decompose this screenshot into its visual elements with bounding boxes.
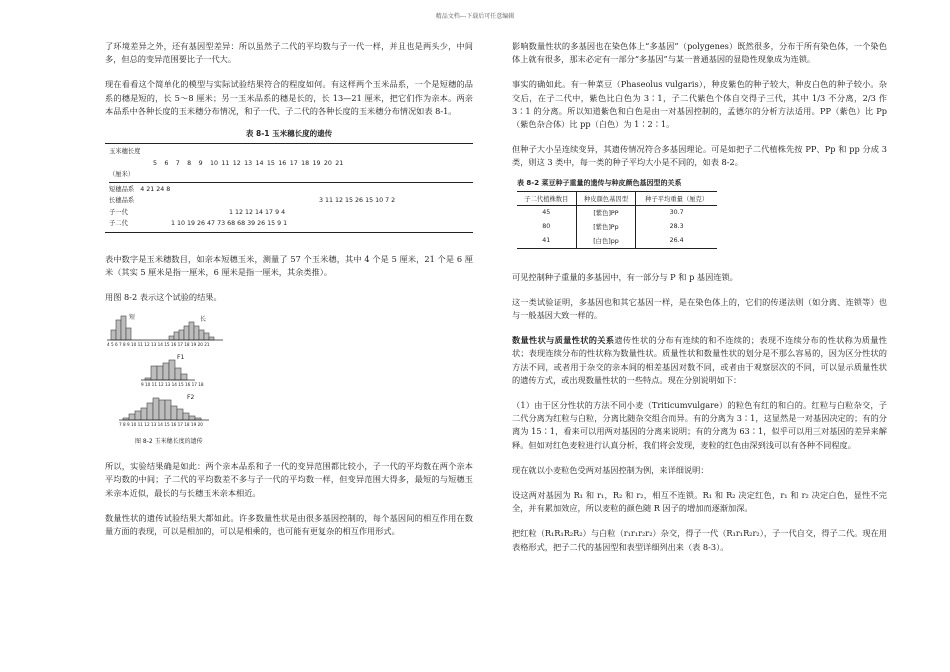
paragraph (512, 334, 887, 387)
paragraph: （1）由于区分性状的方法不同小麦（Triticumvulgare）的粒色有红的和白的。红粒与白粒杂交，子二代分离为红粒与白粒，分离比随杂交组合而异。有的分离为 3∶1，这显然是一对基因决定的；有的分离为 15∶1，看来可以用两对基因的分离来说明；有的分离为 63∶1，似乎可以用三对基因的差异来解释。但如对红色麦粒进行认真分析，我们将会发现，麦粒的红色由深到浅可以有各种不同程度。 (512, 400, 887, 450)
paragraph: 但种子大小呈连续变异，其遗传情况符合多基因理论。可是如把子二代植株先按 PP、Pp 和 pp 分成 3 类，则这 3 类中，每一类的种子平均大小是不同的，如表 8-2。 (512, 144, 887, 168)
paragraph: 影响数量性状的多基因也在染色体上“多基因”（polygenes）既然很多，分布于所有染色体，一个染色体上就有很多，那末必定有一部分“多基因”与某一普通基因的显隐性现象成为连锁。 (512, 41, 887, 65)
paragraph: 了环境差异之外，还有基因型差异：所以虽然子二代的平均数与子一代一样，并且也是两头少，中间多，但总的变异范围要比子一代大。 (105, 41, 473, 65)
length-cell: 12 (232, 159, 241, 167)
paragraph: 所以，实验结果确是如此：两个亲本品系和子一代的变异范围都比较小，子一代的平均数在两个亲本平均数的中间；子二代的平均数差不多与子一代的平均数一样，但变异范围大得多，最短的与短穗玉米亲本近似，最长的与长穗玉米亲本相近。 (105, 461, 473, 498)
table-cell: 41 (517, 234, 576, 249)
table-unit-label: （厘米） (109, 171, 135, 179)
table-header: 种皮颜色基因型 (576, 191, 636, 205)
label-f1: F1 (177, 354, 185, 362)
length-header-cells (153, 158, 347, 170)
table-row (517, 220, 717, 234)
right-column (512, 40, 887, 554)
table-8-1 (105, 143, 473, 233)
label-long: 长 (200, 316, 207, 324)
length-cell: 21 (335, 159, 344, 167)
table-head-label: 玉米穗长度 (109, 148, 141, 156)
paragraph: 数量性状的遗传试验结果大都如此。许多数量性状是由很多基因控制的，每个基因间的相互作用在数量方面的表现，可以是相加的，可以是相乘的，也可能有更复杂的相互作用形式。 (105, 512, 473, 536)
length-cell: 10 (209, 159, 218, 167)
length-cell: 20 (323, 159, 332, 167)
table-cell: 26.4 (636, 234, 717, 249)
label-f2: F2 (187, 394, 195, 402)
table-cell: 30.7 (636, 205, 717, 220)
length-cell: 9 (198, 159, 203, 167)
length-cell: 8 (187, 159, 192, 167)
table-cell: [紫色]Pp (576, 220, 636, 234)
histogram-figure (105, 310, 305, 436)
table-cell: 28.3 (636, 220, 717, 234)
figure-8-2 (105, 310, 473, 450)
table-header: 子二代植株数目 (517, 191, 576, 205)
table-row (517, 234, 717, 249)
length-cell: 13 (244, 159, 253, 167)
length-cell: 6 (164, 159, 169, 167)
figure-caption: 图 8-2 玉米穗长度的遗传 (135, 438, 203, 446)
paragraph: 可见控制种子重量的多基因中，有一部分与 P 和 p 基因连锁。 (512, 271, 738, 282)
table-row (517, 205, 717, 220)
table-row-label: 子二代 (109, 220, 128, 228)
length-cell: 15 (266, 159, 275, 167)
length-cell: 5 (153, 159, 158, 167)
left-column (105, 40, 473, 538)
table-row-label: 短穗品系 (109, 185, 135, 193)
table-row-values: 1 10 19 26 47 73 68 68 39 26 15 9 1 (171, 220, 288, 228)
page-header: 精品文档---下载后可任意编辑 (435, 13, 515, 20)
table-header: 种子平均重量（厘克） (636, 191, 717, 205)
paragraph: 用图 8-2 表示这个试验的结果。 (105, 291, 222, 302)
bold-heading: 数量性状与质量性状的关系 (512, 335, 615, 346)
table-cell: [白色]pp (576, 234, 636, 249)
axis-labels: 7 8 9 10 11 12 13 14 15 16 17 18 19 20 (119, 422, 203, 428)
axis-labels: 9 10 11 12 13 14 15 16 17 18 (141, 382, 204, 388)
table-row-values: 4 21 24 8 (140, 185, 171, 193)
table-cell: [紫色]PP (576, 205, 636, 220)
table-row-label: 长穗品系 (109, 197, 135, 205)
table-row-label: 子一代 (109, 208, 128, 216)
paragraph: 现在看看这个简单化的模型与实际试验结果符合的程度如何。有这样两个玉米品系，一个是短穗的品系的穗是短的，长 5～8 厘米；另一玉米品系的穗是长的，长 13—21 厘米，把它们作为亲本。两亲本品系中各种长度的玉米穗分布情况，和子一代、子二代的各种长度的玉米穗分布情况如表 8-1。 (105, 79, 473, 116)
length-cell: 7 (175, 159, 180, 167)
paragraph: 设这两对基因为 R₁ 和 r₁，R₂ 和 r₂，相互不连锁。R₁ 和 R₂ 决定红色，r₁ 和 r₂ 决定白色，显性不完全，并有累加效应，所以麦粒的颜色随 R 因子的增加而逐渐加深。 (512, 490, 887, 514)
length-cell: 19 (312, 159, 321, 167)
table-cell: 80 (542, 223, 551, 231)
paragraph: 这一类试验证明，多基因也和其它基因一样，是在染色体上的，它们的传递法则（如分离、连锁等）也与一般基因大致一样的。 (512, 296, 887, 321)
table-cell: 45 (542, 209, 551, 217)
length-cell: 14 (255, 159, 264, 167)
paragraph: 事实的确如此。有一种菜豆（Phaseolus vulgaris），种皮紫色的种子较大，种皮白色的种子较小。杂交后，在子二代中，紫色比白色为 3∶1，子二代紫色个体自交得子三代，其中 1/3 不分离，2/3 作 3∶1 的分离。所以知道紫色和白色是由一对基因控制的，孟德尔的分析方法适用。PP（紫色）比 Pp（紫色杂合体）比 pp（白色）为 1∶2∶1。 (512, 79, 887, 130)
paragraph-text: 遗传性状的分布有连续的和不连续的；表现不连续分布的性状称为质量性状；表现连续分布的性状称为数量性状。质量性状和数量性状的划分是不那么容易的，因为区分性状的方法不同，或者用于杂交的亲本间的相差基因对数不同，或者由于观察层次的不同，可以显示质量性状的遗传方式，或出现数量性状的一些特点。现在分别说明如下： (512, 335, 887, 385)
paragraph: 现在就以小麦粒色受两对基因控制为例，来详细说明： (512, 464, 709, 475)
length-cell: 11 (221, 159, 230, 167)
table-8-2-caption: 表 8-2 菜豆种子重量的遗传与种皮颜色基因型的关系 (517, 178, 682, 187)
table-8-2 (517, 191, 717, 249)
paragraph: 把红粒（R₁R₁R₂R₂）与白粒（r₁r₁r₂r₂）杂交，得子一代（R₁r₁R₂r₂），子一代自交，得子二代。现在用表格形式，把子二代的基因型和表型详细列出来（表 8-3）。 (512, 528, 887, 552)
length-cell: 17 (289, 159, 298, 167)
table-row-values: 1 12 12 14 17 9 4 (229, 208, 286, 216)
table-8-1-caption: 表 8-1 玉米穗长度的遗传 (245, 129, 333, 139)
length-cell: 18 (301, 159, 310, 167)
table-row-values: 3 11 12 15 26 15 10 7 2 (319, 197, 396, 205)
length-cell: 16 (278, 159, 287, 167)
label-short: 短 (129, 314, 136, 322)
axis-labels: 4 5 6 7 8 9 10 11 12 13 14 15 16 17 18 19 20 21 (107, 342, 210, 348)
paragraph: 表中数字是玉米穗数目，如亲本短穗玉米，测量了 57 个玉米穗，其中 4 个是 5 厘米，21 个是 6 厘米（其实 5 厘米是指一厘米，6 厘米是指一厘米，其余类推）。 (105, 253, 473, 277)
